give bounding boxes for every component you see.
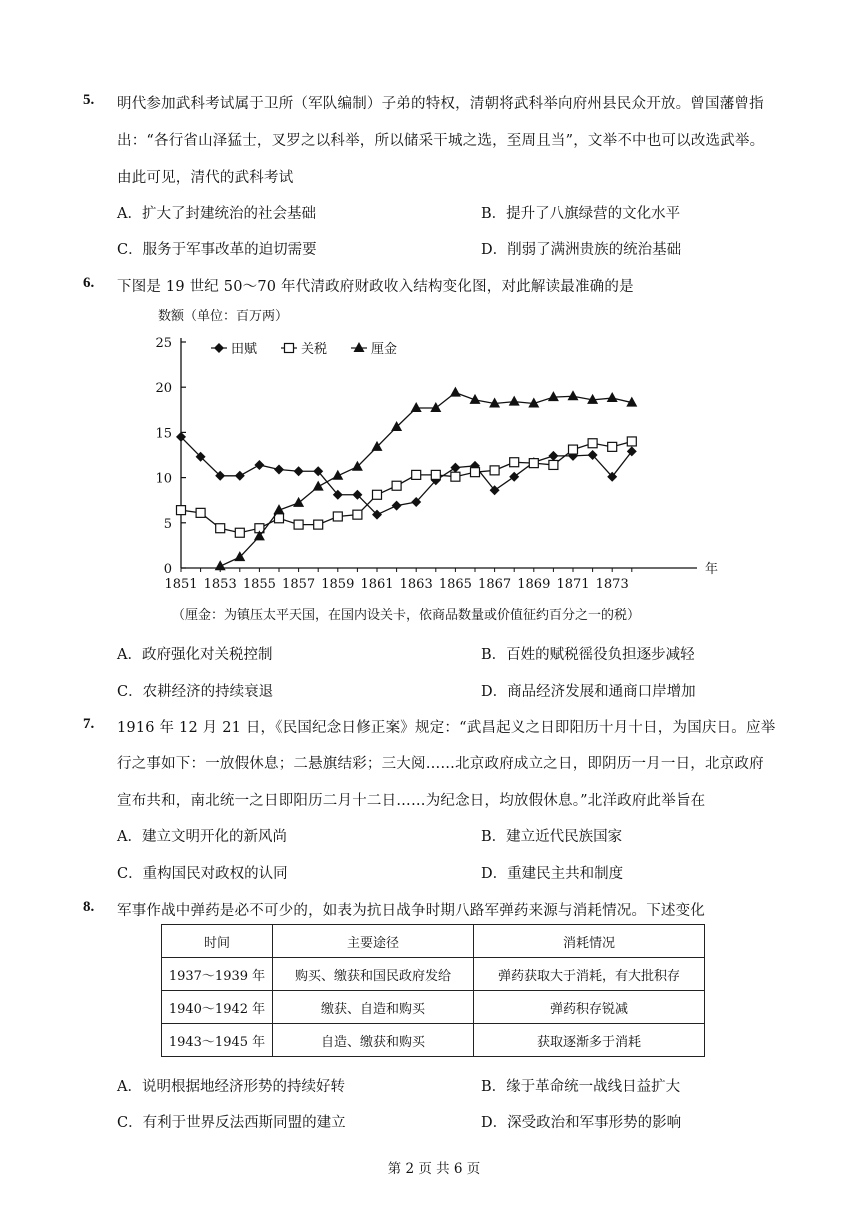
option-d[interactable]: D．重建民主共和制度 <box>481 866 624 882</box>
data-point-diamond <box>392 501 402 511</box>
question-stem-line: 行之事如下：一放假休息；二悬旗结彩；三大阅……北京政府成立之日，即阴历一月一日，北京政府 <box>117 756 764 772</box>
data-point-diamond <box>509 472 519 482</box>
data-point-square <box>608 442 617 451</box>
question-number: 5. <box>83 92 95 108</box>
table-header-cell: 消耗情况 <box>474 925 705 958</box>
table-row <box>162 991 705 1024</box>
page-footer: 第 2 页 共 6 页 <box>387 1161 481 1177</box>
option-d[interactable]: D．深受政治和军事形势的影响 <box>481 1115 682 1131</box>
option-a[interactable]: A．政府强化对关税控制 <box>117 647 273 663</box>
data-point-square <box>490 466 499 475</box>
data-point-triangle <box>215 560 226 570</box>
option-b[interactable]: B．缘于革命统一战线日益扩大 <box>481 1079 681 1095</box>
question-number: 8. <box>83 899 95 915</box>
x-tick-label: 1863 <box>399 577 433 592</box>
table-cell: 1940～1942 年 <box>162 991 273 1024</box>
y-tick-label: 5 <box>163 516 172 532</box>
data-point-square <box>529 459 538 468</box>
option-c[interactable]: C．服务于军事改革的迫切需要 <box>117 242 317 258</box>
data-point-square <box>627 437 636 446</box>
data-point-triangle <box>450 387 461 397</box>
option-d[interactable]: D．商品经济发展和通商口岸增加 <box>481 684 696 700</box>
data-point-square <box>216 524 225 533</box>
revenue-line-chart <box>0 290 868 600</box>
data-point-square <box>510 458 519 467</box>
x-axis-label: 年 <box>705 562 719 577</box>
x-tick-label: 1859 <box>321 577 355 592</box>
data-point-square <box>392 481 401 490</box>
data-point-diamond <box>294 466 304 476</box>
option-c[interactable]: C．有利于世界反法西斯同盟的建立 <box>117 1115 346 1131</box>
revenue-chart <box>0 290 868 640</box>
table-cell: 1943～1945 年 <box>162 1024 273 1057</box>
question-stem-line: 军事作战中弹药是必不可少的，如表为抗日战争时期八路军弹药来源与消耗情况。下述变化 <box>117 903 705 919</box>
series-line-square <box>181 441 632 532</box>
data-point-triangle <box>332 470 343 480</box>
question-stem-line: 由此可见，清代的武科考试 <box>117 170 294 186</box>
chart-footnote: （厘金：为镇压太平天国，在国内设关卡，依商品数量或价值征约百分之一的税） <box>172 608 641 623</box>
y-axis-label: 数额（单位：百万两） <box>158 309 289 324</box>
data-point-triangle <box>548 391 559 401</box>
x-tick-label: 1853 <box>203 577 237 592</box>
x-tick-label: 1861 <box>360 577 394 592</box>
legend-label: 田赋 <box>231 342 258 357</box>
data-point-square <box>412 470 421 479</box>
table-cell: 缴获、自造和购买 <box>273 991 474 1024</box>
table-cell: 弹药获取大于消耗，有大批积存 <box>474 958 705 991</box>
option-a[interactable]: A．扩大了封建统治的社会基础 <box>117 206 316 222</box>
data-point-square <box>314 520 323 529</box>
legend-marker-triangle <box>354 342 365 352</box>
question-number: 7. <box>83 716 95 732</box>
data-point-triangle <box>293 497 304 507</box>
x-tick-label: 1867 <box>478 577 512 592</box>
data-point-square <box>549 460 558 469</box>
data-point-triangle <box>313 481 324 491</box>
data-point-square <box>588 439 597 448</box>
option-a[interactable]: A．建立文明开化的新风尚 <box>117 829 287 845</box>
table-cell: 自造、缴获和购买 <box>273 1024 474 1057</box>
table-cell: 1937～1939 年 <box>162 958 273 991</box>
option-b[interactable]: B．建立近代民族国家 <box>481 829 623 845</box>
series-line-diamond <box>181 437 632 515</box>
legend-marker-square <box>285 344 294 353</box>
data-point-square <box>294 520 303 529</box>
table-cell: 获取逐渐多于消耗 <box>474 1024 705 1057</box>
x-tick-label: 1873 <box>595 577 629 592</box>
option-c[interactable]: C．农耕经济的持续衰退 <box>117 684 274 700</box>
question-stem-line: 下图是 19 世纪 50～70 年代清政府财政收入结构变化图，对此解读最准确的是 <box>117 279 634 295</box>
data-point-diamond <box>254 460 264 470</box>
data-point-square <box>451 472 460 481</box>
data-point-diamond <box>274 464 284 474</box>
data-point-triangle <box>568 390 579 400</box>
option-c[interactable]: C．重构国民对政权的认同 <box>117 866 288 882</box>
data-point-diamond <box>235 471 245 481</box>
question-number: 6. <box>83 275 95 291</box>
data-point-square <box>373 490 382 499</box>
y-tick-label: 15 <box>155 426 172 442</box>
data-point-square <box>235 528 244 537</box>
x-tick-label: 1857 <box>282 577 316 592</box>
data-point-square <box>471 468 480 477</box>
data-point-triangle <box>430 402 441 412</box>
x-tick-label: 1869 <box>517 577 551 592</box>
question-stem-line: 出：“各行省山泽猛士，叉罗之以科举，所以储采干城之选，至周且当”，文举不中也可以改选武举。 <box>117 133 765 149</box>
data-point-square <box>431 470 440 479</box>
question-stem-line: 1916 年 12 月 21 日，《民国纪念日修正案》规定：“武昌起义之日即阳历十月十日，为国庆日。应举 <box>117 720 776 736</box>
data-point-square <box>196 508 205 517</box>
x-tick-label: 1855 <box>242 577 276 592</box>
y-tick-label: 10 <box>155 471 172 487</box>
option-b[interactable]: B．提升了八旗绿营的文化水平 <box>481 206 681 222</box>
series-line-triangle <box>220 393 632 567</box>
y-tick-label: 0 <box>163 562 172 577</box>
table-row <box>162 1024 705 1057</box>
question-stem-line: 宣布共和，南北统一之日即阳历二月十二日……为纪念日，均放假休息。”北洋政府此举旨在 <box>117 793 706 809</box>
x-tick-label: 1871 <box>556 577 590 592</box>
option-d[interactable]: D．削弱了满洲贵族的统治基础 <box>481 242 682 258</box>
data-point-square <box>353 510 362 519</box>
table-header-cell: 时间 <box>162 925 273 958</box>
option-a[interactable]: A．说明根据地经济形势的持续好转 <box>117 1079 345 1095</box>
question-stem-line: 明代参加武科考试属于卫所（军队编制）子弟的特权，清朝将武科举向府州县民众开放。曾国藩曾指 <box>117 96 764 112</box>
data-point-diamond <box>548 451 558 461</box>
data-point-triangle <box>607 392 618 402</box>
table-cell: 购买、缴获和国民政府发给 <box>273 958 474 991</box>
option-b[interactable]: B．百姓的赋税徭役负担逐步减轻 <box>481 647 695 663</box>
data-point-square <box>177 506 186 515</box>
table-header-cell: 主要途径 <box>273 925 474 958</box>
data-point-diamond <box>450 463 460 473</box>
legend-marker-diamond <box>214 343 224 353</box>
data-point-triangle <box>509 396 520 406</box>
data-point-triangle <box>411 402 422 412</box>
x-tick-label: 1851 <box>164 577 198 592</box>
data-point-square <box>569 445 578 454</box>
x-tick-label: 1865 <box>438 577 472 592</box>
data-point-square <box>333 512 342 521</box>
y-tick-label: 20 <box>155 381 172 397</box>
legend-label: 关税 <box>301 342 328 357</box>
table-row <box>162 958 705 991</box>
table-cell: 弹药积存锐减 <box>474 991 705 1024</box>
table-header-row <box>162 925 705 958</box>
ammunition-table <box>161 924 705 1057</box>
legend-label: 厘金 <box>371 342 398 357</box>
y-tick-label: 25 <box>155 336 172 351</box>
